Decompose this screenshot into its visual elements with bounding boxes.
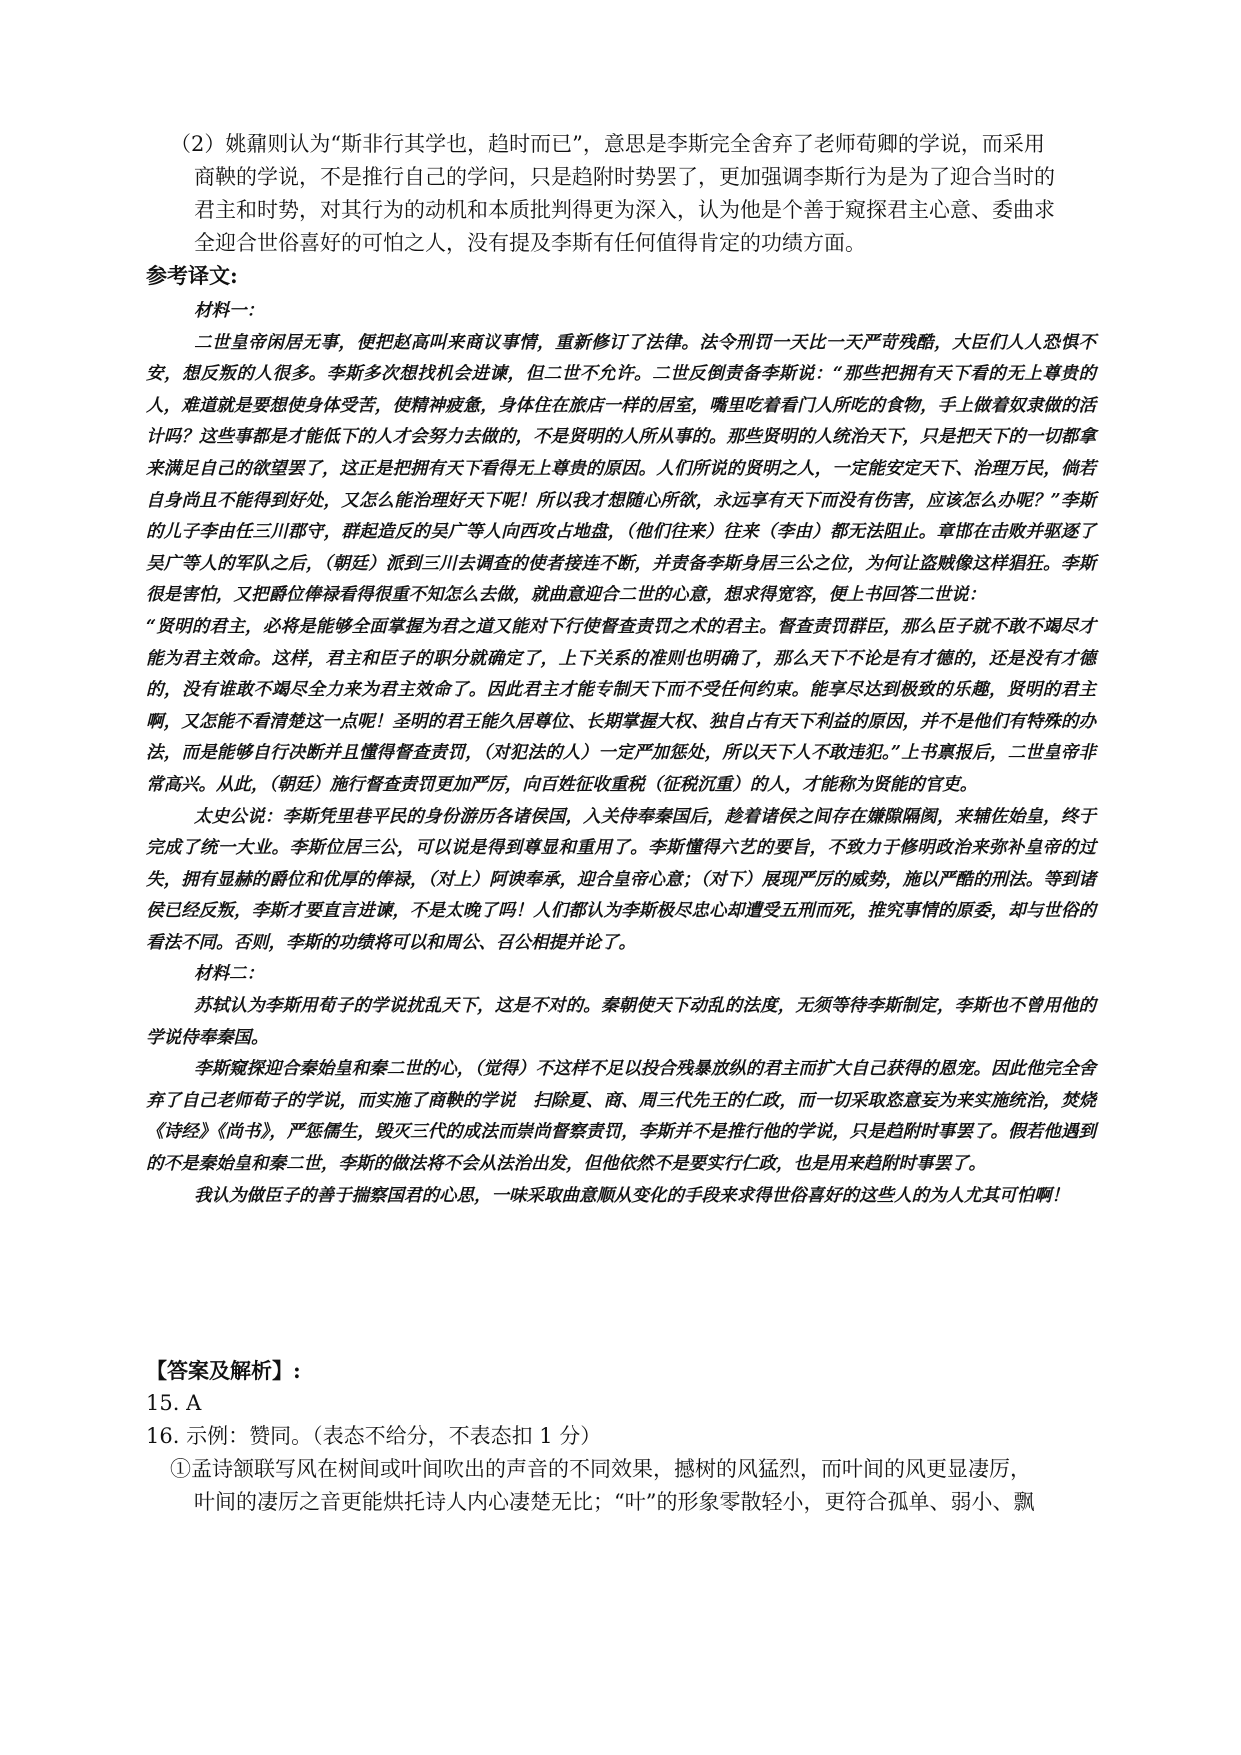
text-line: 商鞅的学说，不是推行自己的学问，只是趋附时势罢了，更加强调李斯行为是为了迎合当时的 [194,165,1055,189]
analysis-line: ①孟诗颔联写风在树间或叶间吹出的声音的不同效果，撼树的风猛烈，而叶间的风更显凄厉， [170,1457,1031,1481]
translation-paragraph: 二世皇帝闲居无事，便把赵高叫来商议事情，重新修订了法律。法令刑罚一天比一天严苛残酷，大臣们人人恐惧不安，想反叛的人很多。李斯多次想找机会进谏，但二世不允许。二世反倒责备李斯说：“那些把拥有天下看的无上尊贵的人，难道就是要想使身体受苦，使精神疲惫，身体住在旅店一样的居室，嘴里吃着看门人所吃的食物，手上做着奴隶做的活计吗？这些事都是才能低下的人才会努力去做的，不是贤明的人所从事的。那些贤明的人统治天下，只是把天下的一切都拿来满足自己的欲望罢了，这正是把拥有天下看得无上尊贵的原因。人们所说的贤明之人，一定能安定天下、治理万民，倘若自身尚且不能得到好处，又怎么能治理好天下呢！所以我才想随心所欲，永远享有天下而没有伤害，应该怎么办呢？”李斯的儿子李由任三川郡守，群起造反的吴广等人向西攻占地盘，（他们往来）往来（李由）都无法阻止。章邯在击败并驱逐了吴广等人的军队之后，（朝廷）派到三川去调查的使者接连不断，并责备李斯身居三公之位，为何让盗贼像这样猖狂。李斯很是害怕，又把爵位俸禄看得很重不知怎么去做，就曲意迎合二世的心意，想求得宽容，便上书回答二世说： [146,332,1096,606]
material-two-label: 材料二： [194,964,264,985]
translation-body [146,296,1096,1212]
translation-paragraph: “贤明的君主，必将是能够全面掌握为君之道又能对下行使督查责罚之术的君主。督查责罚群臣，那么臣子就不敢不竭尽才能为君主效命。这样，君主和臣子的职分就确定了，上下关系的准则也明确了，那么天下不论是有才德的，还是没有才德的，没有谁敢不竭尽全力来为君主效命了。因此君主才能专制天下而不受任何约束。能享尽达到极致的乐趣，贤明的君主啊，又怎能不看清楚这一点呢！圣明的君王能久居尊位、长期掌握大权、独自占有天下利益的原因，并不是他们有特殊的办法，而是能够自行决断并且懂得督查责罚，（对犯法的人）一定严加惩处，所以天下人不敢违犯。”上书禀报后，二世皇帝非常高兴。从此，（朝廷）施行督查责罚更加严厉，向百姓征收重税（征税沉重）的人，才能称为贤能的官吏。 [146,616,1096,795]
answers-heading: 【答案及解析】: [146,1358,301,1383]
answer-item: 15. A [146,1391,202,1415]
text-line: （2）姚鼐则认为“斯非行其学也，趋时而已”，意思是李斯完全舍弃了老师荀卿的学说，而采用 [170,132,1045,156]
translation-paragraph: 太史公说：李斯凭里巷平民的身份游历各诸侯国，入关侍奉秦国后，趁着诸侯之间存在嫌隙隔阂，来辅佐始皇，终于完成了统一大业。李斯位居三公，可以说是得到尊显和重用了。李斯懂得六艺的要旨，不致力于修明政治来弥补皇帝的过失，拥有显赫的爵位和优厚的俸禄，（对上）阿谀奉承，迎合皇帝心意；（对下）展现严厉的威势，施以严酷的刑法。等到诸侯已经反叛，李斯才要直言进谏，不是太晚了吗！人们都认为李斯极尽忠心却遭受五刑而死，推究事情的原委，却与世俗的看法不同。否则，李斯的功绩将可以和周公、召公相提并论了。 [146,806,1096,953]
translation-paragraph: 苏轼认为李斯用荀子的学说扰乱天下，这是不对的。秦朝使天下动乱的法度，无须等待李斯制定，李斯也不曾用他的学说侍奉秦国。 [146,996,1096,1048]
reference-translation-heading: 参考译文: [146,263,238,288]
text-line: 君主和时势，对其行为的动机和本质批判得更为深入，认为他是个善于窥探君主心意、委曲求 [194,198,1055,222]
answer-item: 16. 示例：赞同。（表态不给分，不表态扣 1 分） [146,1424,602,1448]
translation-paragraph: 我认为做臣子的善于揣察国君的心思，一味采取曲意顺从变化的手段来求得世俗喜好的这些人的为人尤其可怕啊！ [194,1185,1069,1206]
answers-section [146,1354,1096,1519]
translation-paragraph: 李斯窥探迎合秦始皇和秦二世的心，（觉得）不这样不足以投合残暴放纵的君主而扩大自己获得的恩宠。因此他完全舍弃了自己老师荀子的学说，而实施了商鞅的学说 扫除夏、商、周三代先王的仁政，而一切采取恣意妄为来实施统治，焚烧《诗经》《尚书》，严惩儒生，毁灭三代的成法而崇尚督察责罚，李斯并不是推行他的学说，只是趋附时事罢了。假若他遇到的不是秦始皇和秦二世，李斯的做法将不会从法治出发，但他依然不是要实行仁政，也是用来趋附时事罢了。 [146,1059,1096,1175]
material-one-label: 材料一： [194,301,264,321]
analysis-line: 叶间的凄厉之音更能烘托诗人内心凄楚无比；“叶”的形象零散轻小，更符合孤单、弱小、飘 [194,1490,1035,1514]
analysis-paragraph-2 [146,128,1096,260]
text-line: 全迎合世俗喜好的可怕之人，没有提及李斯有任何值得肯定的功绩方面。 [194,231,866,255]
